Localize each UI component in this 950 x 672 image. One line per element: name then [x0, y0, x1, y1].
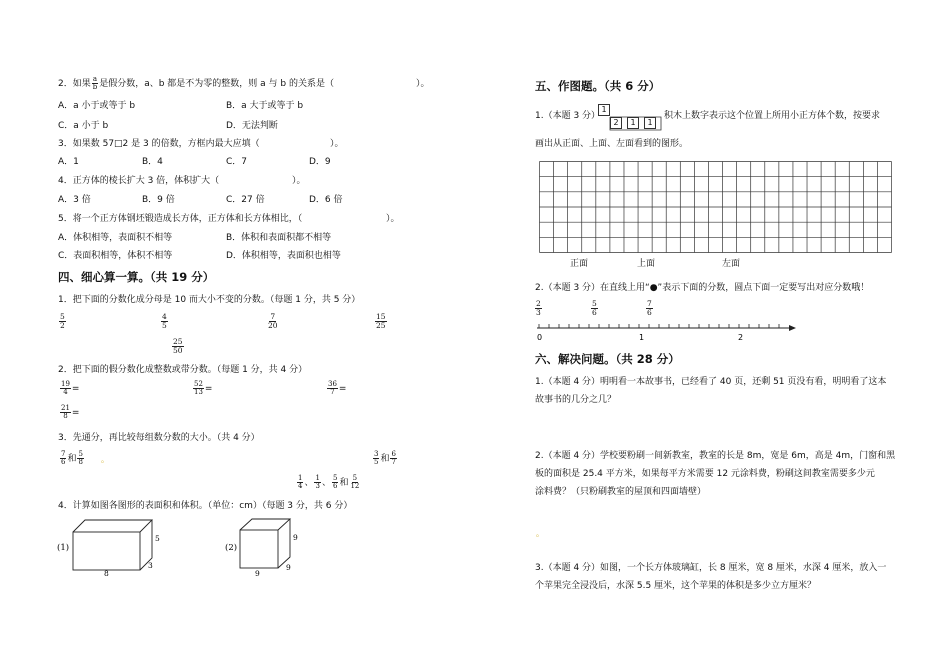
q5-option-d[interactable]: D．体积相等，表面积也相等 [226, 251, 341, 261]
calc-3-group-1[interactable] [59, 451, 85, 466]
q4-option-c[interactable]: C．27 倍 [226, 195, 265, 205]
frac-den: 7 [330, 388, 335, 396]
fig1-length: 8 [104, 569, 109, 576]
cube-edges [240, 519, 290, 568]
equals-sign: = [204, 384, 213, 394]
number-line[interactable] [535, 318, 797, 344]
q2-frac-num: a [92, 75, 98, 83]
q4-option-b[interactable]: B．9 倍 [142, 195, 175, 205]
figure-1-cuboid [55, 514, 165, 576]
frac-den: 5 [162, 321, 167, 330]
fig2-edge-depth: 9 [286, 563, 291, 572]
frac-den: 3 [315, 482, 320, 490]
frac [332, 475, 338, 490]
q2-option-a[interactable]: A．a 小于或等于 b [58, 101, 136, 111]
q5-option-a[interactable]: A．体积相等，表面积不相等 [58, 233, 173, 243]
frac-num: 7 [270, 312, 276, 321]
frac [314, 475, 320, 490]
frac-den: 6 [332, 482, 338, 490]
problem-1-line-1: 1.（本题 4 分）明明看一本故事书，已经看了 40 页，还剩 51 页没有看，明明看了这本 [535, 377, 887, 387]
block-bottom-1: 2 [610, 117, 622, 129]
frac-num: 2 [536, 299, 541, 308]
problem-2-line-1: 2.（本题 4 分）学校要粉刷一间新教室，教室的长是 8m，宽是 6m，高是 4m，门窗和黑 [535, 451, 896, 461]
fig1-label: (1) [57, 543, 70, 553]
number-line-arrow [789, 325, 796, 331]
frac-num: 5 [352, 474, 358, 482]
frac-num: 5 [60, 312, 65, 321]
frac-num: 4 [162, 312, 167, 321]
figure-2-cube [224, 514, 304, 578]
frac-den: 5 [374, 458, 379, 466]
frac-den: 2 [60, 321, 65, 330]
q3-option-d[interactable]: D．9 [309, 157, 331, 167]
q2-text-post: 是假分数，a、b 都是不为零的整数，则 a 与 b 的关系是（ [99, 79, 334, 89]
calc-3-group-3[interactable] [296, 475, 361, 490]
q5-option-b[interactable]: B．体积和表面积都不相等 [226, 233, 332, 243]
calc-2-item-1[interactable] [59, 381, 79, 396]
frac-den: 4 [298, 482, 303, 490]
draw-2-text: 2.（本题 3 分）在直线上用“●”表示下面的分数，圆点下面一定要写出对应分数哦！ [535, 283, 870, 293]
stray-mark: 。 [101, 455, 109, 464]
frac-num: 36 [328, 380, 337, 388]
q2-answer-close[interactable]: ）。 [416, 79, 430, 89]
q2-option-c[interactable]: C．a 小于 b [58, 121, 109, 131]
calc-1-text: 1．把下面的分数化成分母是 10 而大小不变的分数。（每题 1 分，共 5 分） [58, 295, 361, 305]
frac-den: 13 [194, 388, 203, 396]
frac [77, 451, 83, 466]
view-label-top: 上面 [637, 259, 656, 269]
number-line-frac-3 [646, 300, 653, 317]
calc-1-frac-4[interactable] [375, 313, 387, 330]
section-6-title: 六、解决问题。（共 28 分） [535, 352, 680, 366]
q4-option-a[interactable]: A．3 倍 [58, 195, 91, 205]
stray-mark: 。 [536, 529, 544, 538]
equals-sign: = [71, 408, 80, 418]
number-line-frac-2 [591, 300, 598, 317]
problem-2-line-2: 板的面积是 25.4 平方米，如果每平方米需要 12 元涂料费，粉刷这间教室需要多少元 [535, 469, 875, 479]
problem-1-line-2: 故事书的几分之几？ [535, 395, 617, 405]
frac-den: 4 [63, 388, 68, 396]
frac-num: 21 [61, 404, 70, 412]
calc-2-item-2[interactable] [192, 381, 212, 396]
number-line-label-1: 1 [639, 333, 645, 342]
frac-den: 20 [268, 321, 278, 330]
and-word: 和 [339, 478, 349, 488]
frac-den: 25 [376, 321, 386, 330]
calc-2-item-4[interactable] [59, 405, 79, 420]
fig2-label: (2) [225, 543, 238, 553]
grid-lines [539, 161, 892, 253]
frac-den: 8 [63, 412, 68, 420]
block-base-outline [610, 117, 661, 130]
calc-1-frac-3[interactable] [267, 313, 279, 330]
q5-answer-close[interactable]: ）。 [386, 214, 400, 224]
frac-den: 8 [78, 458, 83, 466]
block-outline [597, 103, 663, 131]
q2-frac-den: b [92, 83, 98, 91]
frac [60, 381, 71, 396]
q2-option-b[interactable]: B．a 大于或等于 b [226, 101, 304, 111]
equals-sign: = [71, 384, 80, 394]
draw-1-line-2: 画出从正面、上面、左面看到的图形。 [535, 139, 689, 149]
q2-fraction [92, 76, 98, 91]
frac-num: 3 [374, 450, 379, 458]
cuboid-top-face [73, 520, 152, 532]
frac [327, 381, 338, 396]
separator: 、 [321, 478, 331, 488]
frac-den: 6 [647, 308, 652, 317]
frac-num: 7 [61, 450, 66, 458]
frac-num: 1 [298, 474, 303, 482]
block-bottom-2: 1 [627, 117, 639, 129]
fig1-height: 5 [155, 534, 160, 543]
question-3: 3．如果数 57□2 是 3 的倍数，方框内最大应填（ [58, 139, 260, 149]
frac-num: 5 [78, 450, 83, 458]
frac-num: 15 [376, 312, 386, 321]
frac-num: 52 [194, 380, 203, 388]
frac-num: 5 [332, 474, 338, 482]
view-label-left: 左面 [722, 259, 741, 269]
problem-2-line-3: 涂料费？（只粉刷教室的屋顶和四面墙壁） [535, 487, 707, 497]
cube-top-face [240, 519, 290, 530]
frac-num: 6 [391, 450, 396, 458]
frac-num: 19 [61, 380, 70, 388]
and-word: 和 [380, 454, 390, 464]
calc-3-group-2[interactable] [372, 451, 398, 466]
view-label-front: 正面 [570, 259, 589, 269]
block-top: 1 [598, 104, 610, 116]
frac [60, 405, 71, 420]
q4-option-d[interactable]: D．6 倍 [309, 195, 343, 205]
frac-den: 50 [173, 346, 183, 355]
frac [373, 451, 379, 466]
question-2 [58, 76, 334, 91]
problem-3-line-1: 3.（本题 4 分）如图，一个长方体玻璃缸，长 8 厘米，宽 8 厘米，水深 4 厘米，放入一 [535, 563, 887, 573]
q5-option-c[interactable]: C．表面积相等，体积不相等 [58, 251, 173, 261]
q2-text-pre: 2．如果 [58, 79, 91, 89]
question-4: 4．正方体的棱长扩大 3 倍，体积扩大（ [58, 176, 220, 186]
calc-2-item-3[interactable] [326, 381, 346, 396]
frac [60, 451, 66, 466]
fig1-width: 3 [148, 561, 153, 570]
and-word: 和 [67, 454, 77, 464]
frac-num: 5 [592, 299, 597, 308]
frac-num: 7 [647, 299, 652, 308]
cuboid-front-face [73, 532, 140, 570]
frac-den: 6 [592, 308, 597, 317]
q3-option-c[interactable]: C．7 [226, 157, 248, 167]
calc-4-text: 4．计算如图各图形的表面积和体积。（单位：cm）（每题 3 分，共 6 分） [58, 501, 353, 511]
section-4-title: 四、细心算一算。（共 19 分） [58, 270, 215, 284]
calc-1-frac-2[interactable] [161, 313, 168, 330]
frac-den: 3 [536, 308, 541, 317]
number-line-frac-1 [535, 300, 542, 317]
cube-side-face [278, 519, 290, 568]
block-bottom-3: 1 [644, 117, 656, 129]
calc-1-frac-1[interactable] [59, 313, 66, 330]
fig2-edge-bottom: 9 [255, 569, 260, 578]
cube-front-face [240, 530, 278, 568]
cuboid-edges [73, 520, 152, 570]
draw-1-post: 积木上数字表示这个位置上所用小正方体个数，按要求 [664, 111, 881, 121]
frac-den: 12 [350, 482, 360, 490]
frac-den: 6 [61, 458, 66, 466]
frac-num: 25 [173, 337, 183, 346]
number-line-label-2: 2 [738, 333, 744, 342]
draw-1-pre: 1.（本题 3 分） [535, 111, 601, 121]
frac-num: 1 [315, 474, 320, 482]
question-5: 5．将一个正方体钢坯锻造成长方体，正方体和长方体相比，（ [58, 214, 303, 224]
section-5-title: 五、作图题。（共 6 分） [535, 79, 661, 93]
problem-3-line-2: 个苹果完全浸没后，水深 5.5 厘米，这个苹果的体积是多少立方厘米？ [535, 581, 817, 591]
number-line-label-0: 0 [537, 333, 543, 342]
drawing-grid[interactable] [539, 161, 892, 253]
q4-answer-close[interactable]: ）。 [292, 176, 306, 186]
calc-3-text: 3．先通分，再比较每组数分数的大小。（共 4 分） [58, 433, 260, 443]
frac [349, 475, 360, 490]
calc-1-frac-5[interactable] [172, 338, 184, 355]
fig2-edge-height: 9 [293, 533, 298, 542]
frac [390, 451, 396, 466]
q2-option-d[interactable]: D．无法判断 [226, 121, 278, 131]
calc-2-text: 2．把下面的假分数化成整数或带分数。（每题 1 分，共 4 分） [58, 365, 308, 375]
equals-sign: = [338, 384, 347, 394]
number-line-ticks [539, 324, 779, 328]
frac [297, 475, 303, 490]
frac-den: 7 [391, 458, 396, 466]
separator: 、 [304, 478, 314, 488]
q3-option-a[interactable]: A．1 [58, 157, 79, 167]
frac [193, 381, 204, 396]
q3-option-b[interactable]: B．4 [142, 157, 163, 167]
q3-answer-close[interactable]: ）。 [330, 139, 344, 149]
